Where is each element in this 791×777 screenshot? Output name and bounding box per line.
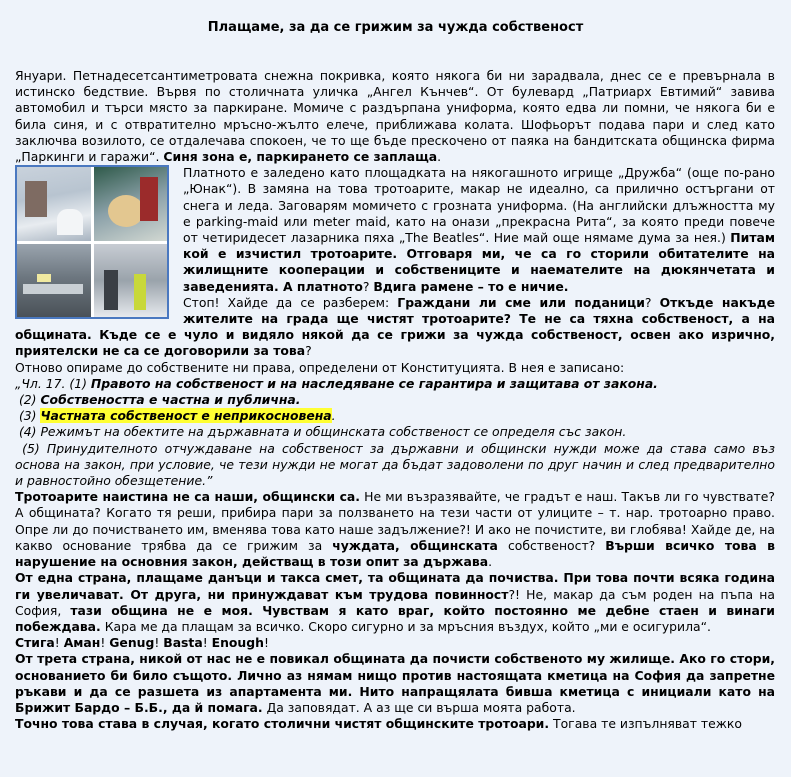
quote-line-4 xyxy=(15,424,775,440)
third-bold: От трета страна, никой от нас не е повикал общината да почисти собственото му жилище. Ако го стори, основанието би било същото. Лично аз нямам нищо против настоящата кметица на София да запретне ръкави и да се разшета из апартамента ми. Нито напращялата бивша кметица с инициали като на Брижит Бардо – Б.Б., да й помага. xyxy=(15,651,775,715)
quote-2-ref: (2) xyxy=(18,392,37,408)
ownership-question: Откъде накъде жителите на града ще чистят тротоарите? Те не са тяхна собственост, а на общината. Къде се е чуло и видяло някой да се грижи за чужда собственост, освен ако изрично, приятелски не са се договорили за това xyxy=(15,294,775,359)
third-text: Да заповядат. А аз ще си върша моята работа. xyxy=(266,699,576,715)
exactly-text: Тогава те изпълняват тежко xyxy=(553,716,742,732)
sidewalk-bold: Питам кой е изчистил тротоарите. Отговаря ми, че са го сторили обитателите на жилищните кооперации и собствениците и наемателите на дюкянчетата и заведенията. А платното xyxy=(183,230,775,294)
article-title: Плащаме, за да се грижим за чужда собственост xyxy=(207,20,584,35)
quote-3-ref: (3) xyxy=(18,408,37,424)
municipal-bold: Тротоарите наистина не са наши, общински са. xyxy=(15,489,360,505)
enough-word-2: Аман xyxy=(63,635,101,651)
enough-word-5: Enough xyxy=(211,635,264,651)
citizens-question: Граждани ли сме или поданици xyxy=(397,294,645,310)
pay-text: Кара ме да плащам за всичко. Скоро сигурно и за мръсния въздух, който „ми е осигурила“. xyxy=(104,618,711,634)
enough-word-1: Стига xyxy=(15,635,55,651)
quote-line-2 xyxy=(15,392,775,408)
paragraph-stop: Стоп! Хайде да се разберем: Граждани ли сме или поданици? Откъде накъде жителите на града ще чистят тротоарите? Те не са тяхна собственост, а на общината. Къде се е чуло и видяло някой да се грижи за чужда собственост, освен ако изрично, приятелски не са се договорили за това? xyxy=(15,294,775,359)
municipal-text: Не ми възразявайте, че градът е наш. Такъв ли го чувствате? А общината? Когато тя реши, прибира пари за ползването на тези части от улиците – т. нар. тротоарно право. Опре ли до почистването им, вменява това като наше задължение?! И ако не почистите, ви глобява! Хайде де, на какво основание трябва да се грижим за xyxy=(15,489,775,553)
foreign-property-bold: чуждата, общинската xyxy=(332,537,498,553)
shrug-bold: Вдига рамене – то е ничие. xyxy=(373,278,569,294)
paragraph-sidewalk: Платното е заледено като площадката на някогашното игрище „Дружба“ (още по-рано „Юнак“). В замяна на това тротоарите, макар не идеално, са прилично остъргани от снега и леда. Заговарям момичето с грозната униформа. (На английски длъжността му е parking-maid или meter maid, като на онази „прекрасна Рита“, за която преди повече от четиридесет лазарника пяха „The Beatles“. Ние май още нямаме дума за нея.) Питам кой е изчистил тротоарите. Отговаря ми, че са го сторили обитателите на жилищните кооперации и собствениците и наемателите на дюкянчетата и заведенията. А платното? Вдига рамене – то е ничие. xyxy=(183,165,775,294)
paragraph-enough: Стига! Аман! Genug! Basta! Enough! xyxy=(15,635,269,651)
paragraph-sidewalks-municipal: Тротоарите наистина не са наши, общински са. Не ми възразявайте, че градът е наш. Такъв ли го чувствате? А общината? Когато тя реши, прибира пари за ползването на тези части от улиците – т. нар. тротоарно право. Опре ли до почистването им, вменява това като наше задължение?! И ако не почистите, ви глобява! Хайде де, на какво основание трябва да се грижим за чуждата, общинската собственост? Върши всичко това в нарушение на основния закон, действащ в този опит за държава. xyxy=(15,489,775,570)
taxes-bold: От една страна, плащаме данъци и такса смет, та общината да почиства. При това почти всяка година ги увеличават. От друга, ни принуждават към трудова повинност xyxy=(15,570,775,602)
paragraph-exactly xyxy=(15,716,775,732)
paragraph-constitution: Отново опираме до собствените ни права, определени от Конституцията. В нея е записано: xyxy=(15,359,625,375)
snowy-street-photo xyxy=(17,167,91,241)
taxes-text: Не, макар да съм роден на пъпа на София, xyxy=(15,586,775,618)
quote-1-ref: „Чл. 17. (1) xyxy=(15,375,87,391)
sidewalk-text: Платното е заледено като площадката на някогашното игрище „Дружба“ (още по-рано „Юнак“). В замяна на това тротоарите, макар не идеално, са прилично остъргани от снега и леда. Заговарям момичето с грозната униформа. (На английски длъжността му е parking-maid или meter maid, като на онази „прекрасна Рита“, за която преди повече от четиридесет лазарника пяха „The Beatles“. Ние май още нямаме дума за нея.) xyxy=(183,165,775,246)
enough-word-3: Genug xyxy=(109,635,155,651)
snowy-road-photo xyxy=(17,244,91,318)
paragraph-third xyxy=(15,651,775,716)
paragraph-intro: Януари. Петнадесетсантиметровата снежна покривка, която някога би ни зарадвала, днес се е превърнала в истинско бедствие. Вървя по столичната уличка „Ангел Кънчев“. От булевард „Патриарх Евтимий“ завива автомобил и търси място за паркиране. Момиче с раздърпана униформа, която едва ли помни, че някога би е била синя, и с отвратително мръсно-жълто елече, приближава колата. Шофьорът подава пари и след като заключва возилото, се отдалечава спокоен, че то ще бъде прескочено от паяка на бандитската общинска фирма „Паркинги и гаражи“. Синя зона е, паркирането се заплаща. xyxy=(15,68,775,165)
intro-bold: Синя зона е, паркирането се заплаща xyxy=(163,149,438,165)
constitution-quote xyxy=(15,376,775,489)
exactly-bold: Точно това става в случая, когато столични чистят общинските тротоари. xyxy=(15,716,550,732)
quote-line-5 xyxy=(15,441,775,490)
enemy-bold: тази община не е моя. Чувствам я като враг, който постоянно ме дебне стаен и винаги побеждава. xyxy=(15,602,775,634)
trash-pile-photo xyxy=(94,167,168,241)
stop-text: Стоп! Хайде да се разберем: xyxy=(183,294,390,310)
photo-collage xyxy=(15,165,169,319)
property-question: собственост? xyxy=(507,537,596,553)
quote-line-3: (3) Частната собственост е неприкосновена. xyxy=(18,408,336,424)
parking-attendant-photo xyxy=(94,244,168,318)
quote-4-text: (4) Режимът на обектите на държавната и общинската собственост се определя със закон. xyxy=(18,424,627,440)
quote-3-highlight: Частната собственост е неприкосновена xyxy=(40,408,332,424)
enough-word-4: Basta xyxy=(163,635,203,651)
intro-text: Януари. Петнадесетсантиметровата снежна покривка, която някога би ни зарадвала, днес се е превърнала в истинско бедствие. Вървя по столичната уличка „Ангел Кънчев“. От булевард „Патриарх Евтимий“ завива автомобил и търси място за паркиране. Момиче с раздърпана униформа, която едва ли помни, че някога би е била синя, и с отвратително мръсно-жълто елече, приближава колата. Шофьорът подава пари и след като заключва возилото, се отдалечава спокоен, че то ще бъде прескочено от паяка на бандитската общинска фирма „Паркинги и гаражи“. xyxy=(15,68,775,165)
violation-bold: Върши всичко това в нарушение на основния закон, действащ в този опит за държава xyxy=(15,537,775,570)
article-body xyxy=(15,68,775,732)
quote-2-text: Собствеността е частна и публична. xyxy=(40,392,301,408)
quote-5-text: (5) Принудителното отчуждаване на собственост за държавни и общински нужди може да става само въз основа на закон, при условие, че тези нужди не могат да бъдат задоволени по друг начин и след предварително и равностойно обезщетение.” xyxy=(15,440,775,489)
quote-1-text: Правото на собственост и на наследяване се гарантира и защитава от закона. xyxy=(90,375,658,391)
quote-line-1 xyxy=(15,376,775,392)
paragraph-taxes: От една страна, плащаме данъци и такса смет, та общината да почиства. При това почти всяка година ги увеличават. От друга, ни принуждават към трудова повинност?! Не, макар да съм роден на пъпа на София, тази община не е моя. Чувствам я като враг, който постоянно ме дебне стаен и винаги побеждава. Кара ме да плащам за всичко. Скоро сигурно и за мръсния въздух, който „ми е осигурила“. xyxy=(15,570,775,634)
